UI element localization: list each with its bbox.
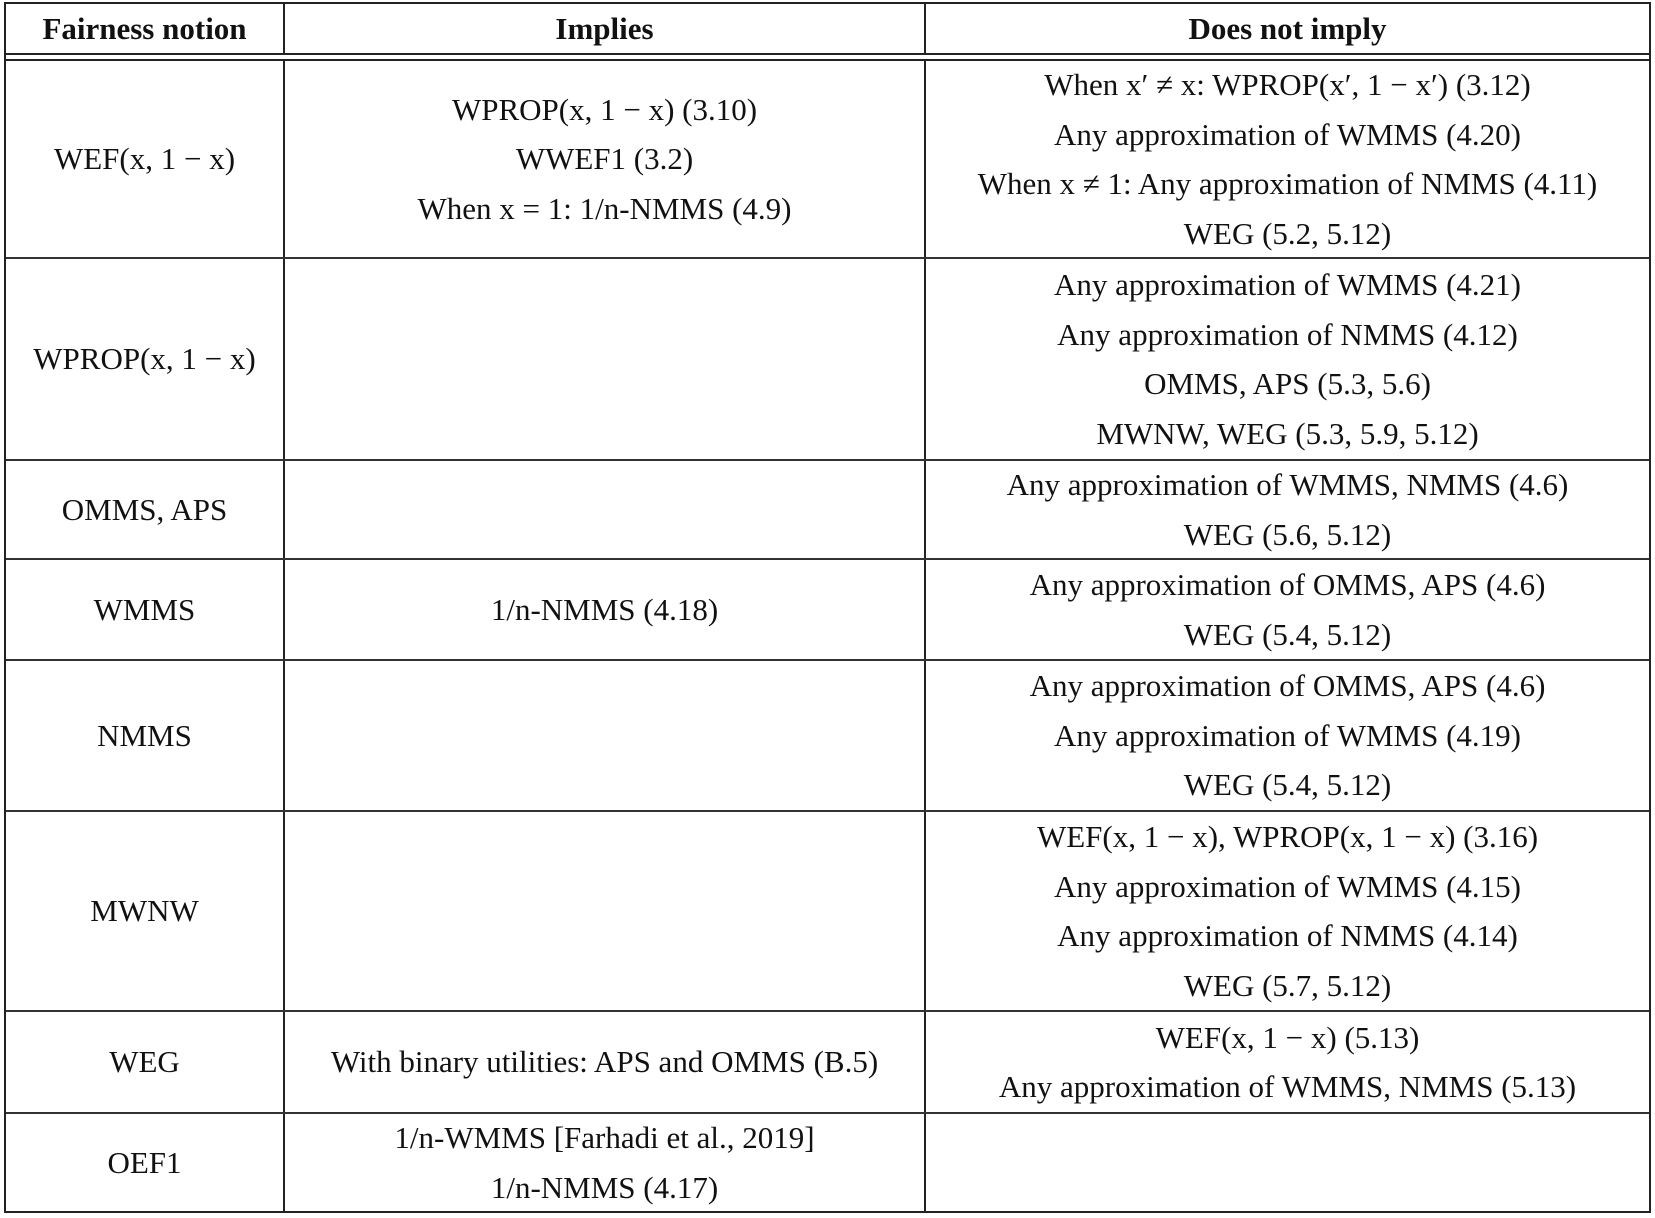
does-not-imply-item: Any approximation of OMMS, APS (4.6) — [1029, 567, 1546, 602]
implies-cell — [285, 1012, 926, 1112]
implies-item: 1/n-NMMS (4.18) — [490, 591, 719, 627]
does-not-imply-item: WEG (5.7, 5.12) — [1183, 967, 1392, 1003]
does-not-imply-cell — [926, 1012, 1649, 1112]
implies-cell — [285, 61, 926, 257]
does-not-imply-item: WEG (5.2, 5.12) — [1183, 215, 1392, 251]
table-row — [6, 1012, 1649, 1114]
notion-label: WEG — [109, 1044, 180, 1080]
does-not-imply-item: When x′ ≠ x: WPROP(x′, 1 − x′) (3.12) — [1044, 67, 1531, 102]
does-not-imply-cell — [926, 61, 1649, 257]
does-not-imply-item: Any approximation of WMMS, NMMS (5.13) — [998, 1069, 1577, 1104]
notion-cell — [6, 661, 285, 810]
table-row — [6, 812, 1649, 1012]
does-not-imply-item: OMMS, APS (5.3, 5.6) — [1144, 366, 1431, 401]
does-not-imply-item: WEF(x, 1 − x) (5.13) — [1155, 1019, 1420, 1055]
notion-cell — [6, 61, 285, 257]
table-row — [6, 560, 1649, 661]
implies-item: WPROP(x, 1 − x) (3.10) — [451, 91, 758, 127]
notion-cell — [6, 259, 285, 459]
does-not-imply-cell — [926, 259, 1649, 459]
notion-label: OEF1 — [107, 1144, 182, 1180]
implies-item: WWEF1 (3.2) — [515, 141, 694, 177]
notion-cell — [6, 461, 285, 558]
table-header-row — [6, 4, 1649, 55]
does-not-imply-cell — [926, 560, 1649, 659]
does-not-imply-item: Any approximation of NMMS (4.14) — [1057, 918, 1518, 953]
notion-cell — [6, 1114, 285, 1211]
table-row — [6, 1114, 1649, 1211]
implies-item: 1/n-WMMS [Farhadi et al., 2019] — [394, 1120, 815, 1155]
does-not-imply-item: Any approximation of WMMS (4.15) — [1054, 868, 1521, 904]
fairness-implications-table — [4, 2, 1651, 1213]
does-not-imply-item: MWNW, WEG (5.3, 5.9, 5.12) — [1096, 415, 1479, 451]
notion-cell — [6, 560, 285, 659]
does-not-imply-item: Any approximation of WMMS (4.21) — [1054, 267, 1521, 302]
notion-label: NMMS — [97, 717, 192, 753]
does-not-imply-cell — [926, 1114, 1649, 1211]
header-does-not-imply: Does not imply — [1188, 10, 1387, 46]
does-not-imply-item: When x ≠ 1: Any approximation of NMMS (4.11) — [977, 166, 1598, 201]
implies-cell — [285, 661, 926, 810]
implies-cell — [285, 259, 926, 459]
implies-item: 1/n-NMMS (4.17) — [490, 1169, 719, 1205]
notion-cell — [6, 1012, 285, 1112]
header-fairness-notion: Fairness notion — [6, 4, 285, 53]
notion-label: OMMS, APS — [61, 491, 228, 527]
implies-cell — [285, 1114, 926, 1211]
does-not-imply-cell — [926, 661, 1649, 810]
implies-cell — [285, 560, 926, 659]
notion-label: MWNW — [90, 893, 199, 929]
header-implies: Implies — [285, 4, 926, 53]
implies-cell — [285, 812, 926, 1010]
table-row — [6, 661, 1649, 812]
does-not-imply-item: WEG (5.4, 5.12) — [1183, 767, 1392, 803]
notion-label: WPROP(x, 1 − x) — [33, 341, 256, 377]
implies-item: When x = 1: 1/n-NMMS (4.9) — [417, 190, 792, 226]
table-row — [6, 259, 1649, 461]
table-row — [6, 461, 1649, 560]
does-not-imply-item: Any approximation of WMMS (4.19) — [1054, 717, 1521, 753]
implies-item: With binary utilities: APS and OMMS (B.5) — [330, 1044, 879, 1080]
does-not-imply-cell — [926, 461, 1649, 558]
does-not-imply-item: WEF(x, 1 − x), WPROP(x, 1 − x) (3.16) — [1036, 819, 1539, 854]
does-not-imply-item: Any approximation of NMMS (4.12) — [1057, 316, 1518, 352]
does-not-imply-item: Any approximation of OMMS, APS (4.6) — [1029, 668, 1546, 704]
implies-cell — [285, 461, 926, 558]
does-not-imply-item: Any approximation of WMMS (4.20) — [1054, 116, 1521, 152]
does-not-imply-cell — [926, 812, 1649, 1010]
notion-label: WMMS — [93, 591, 196, 627]
does-not-imply-item: Any approximation of WMMS, NMMS (4.6) — [1006, 467, 1569, 502]
table-row — [6, 61, 1649, 259]
notion-cell — [6, 812, 285, 1010]
does-not-imply-item: WEG (5.6, 5.12) — [1183, 516, 1392, 552]
does-not-imply-item: WEG (5.4, 5.12) — [1183, 616, 1392, 652]
notion-label: WEF(x, 1 − x) — [53, 141, 236, 177]
